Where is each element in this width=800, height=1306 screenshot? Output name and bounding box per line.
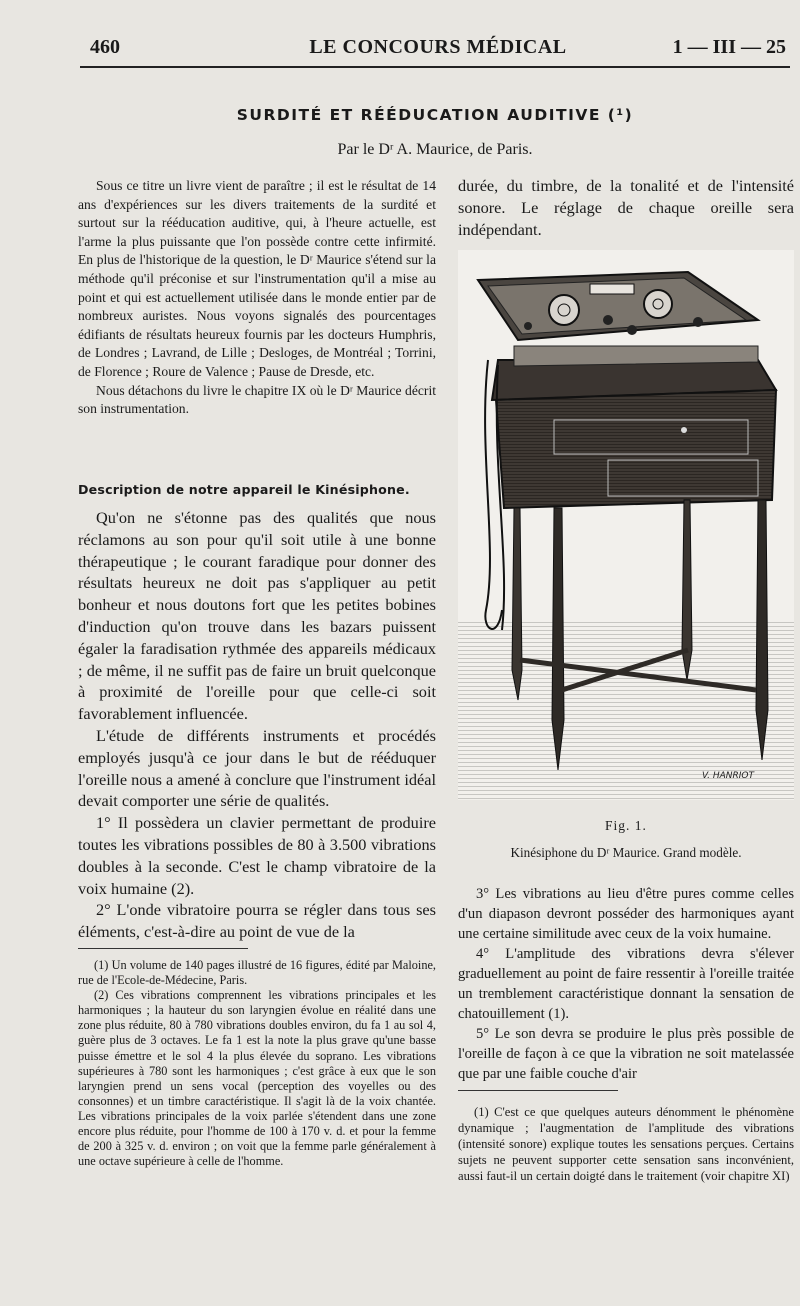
article-title: SURDITÉ ET RÉÉDUCATION AUDITIVE (¹) (236, 106, 634, 124)
cabinet-body (496, 390, 776, 508)
body-paragraph: L'étude de différents instruments et procédés employés jusqu'à ce jour dans le but de rééduquer l'oreille nous a amené à conclure que l'instrument idéal devait comporter une série de qualités. (78, 725, 436, 811)
journal-title: LE CONCOURS MÉDICAL (309, 36, 567, 58)
body-paragraph: 3° Les vibrations au lieu d'être pures comme celles d'un diapason devront posséder des harmoniques ayant une certaine similitude avec ceux de la voix humaine. (458, 886, 794, 942)
back-left-leg (512, 508, 522, 700)
footnote-rule (458, 1090, 618, 1091)
right-column-lower (458, 884, 794, 1084)
running-header (90, 30, 786, 64)
keyboard-row (514, 346, 758, 366)
front-left-leg (552, 508, 564, 770)
section-heading: Description de notre appareil le Kinésiphone. (78, 482, 410, 497)
kinesiphone-engraving (458, 250, 794, 800)
right-footnote (458, 1104, 794, 1184)
figure-label: Fig. 1. (605, 818, 647, 833)
left-column-body (78, 507, 436, 943)
footnote: (2) Ces vibrations comprennent les vibrations principales et les harmoniques ; la hauteur du son laryngien évolue en réalité dans une zone plus réduite, 80 à 780 vibrations doubles environ, du fa 1 au sol 4, guère plus de 3 octaves. Le fa 1 est la note la plus grave qu'une basse puisse émettre et le sol 4 la plus élevée du soprano. Les vibrations supérieures à 780 sont les harmoniques ; c'est grâce à eux que le son laryngien prend un sens vocal (perception des voyelles ou des consonnes) et un timbre caractéristique. Il s'agit là de la voix chantée. Les vibrations principales de la voix parlée s'étendent dans une zone encore plus réduite, pour l'homme de 100 à 170 v. d. et pour la femme de 200 à 325 v. d. environ ; on voit que la femme parle généralement à une octave supérieure à celle de l'homme. (78, 988, 436, 1169)
dial-gauge-icon (549, 295, 579, 325)
intro-paragraph: Nous détachons du livre le chapitre IX où le Dʳ Maurice décrit son instrumentation. (78, 382, 436, 417)
body-paragraph: 4° L'amplitude des vibrations devra s'élever graduellement au point de faire ressentir à l'oreille traitée un tremblement caractéristique donnant la sensation de chatouillement (1). (458, 946, 794, 1022)
knob-icon (524, 322, 532, 330)
intro-paragraph: Sous ce titre un livre vient de paraître ; il est le résultat de 14 ans d'expériences sur les divers traitements de la surdité et surtout sur la rééducation auditive, qui, à l'heure actuelle, est l'arme la plus puissante que l'on possède contre cette infirmité. En plus de l'historique de la question, le Dʳ Maurice s'étend sur la méthode qu'il préconise et sur l'instrumentation qu'il a mise au point et qui est actuellement utilisée dans le monde entier par de nombreux auristes. Nous voyons signalés des pourcentages édifiants de résultats heureux fournis par les docteurs Humphris, de Londres ; Lavrand, de Lille ; Desloges, de Montréal ; Torrini, de Florence ; Roure de Valence ; Pause de Dresde, etc. (78, 178, 436, 379)
body-paragraph: 2° L'onde vibratoire pourra se régler dans tous ses éléments, c'est-à-dire au point de vue de la (78, 900, 436, 942)
name-plate (590, 284, 634, 294)
engraver-signature: V. HANRIOT (702, 771, 754, 781)
keyhole-icon (681, 427, 687, 433)
left-footnotes (78, 958, 436, 1169)
left-column-intro (78, 177, 436, 419)
footnote: (1) Un volume de 140 pages illustré de 16 figures, édité par Maloine, rue de l'Ecole-de-Médecine, Paris. (78, 958, 436, 988)
continued-paragraph: durée, du timbre, de la tonalité et de l'intensité sonore. Le réglage de chaque oreille sera indépendant. (458, 176, 794, 239)
right-column-top (458, 175, 794, 240)
figure-caption: Kinésiphone du Dʳ Maurice. Grand modèle. (510, 845, 742, 860)
issue-date: 1 — III — 25 (672, 36, 786, 58)
knob-icon (627, 325, 637, 335)
dial-gauge-icon (644, 290, 672, 318)
knob-icon (693, 317, 703, 327)
kinesiphone-figure (458, 250, 794, 800)
footnote-rule (78, 948, 248, 949)
body-paragraph: 1° Il possèdera un clavier permettant de produire toutes les vibrations possibles de 80 à 3.500 vibrations doubles à la seconde. C'est le champ vibratoire de la voix humaine (2). (78, 813, 436, 898)
footnote: (1) C'est ce que quelques auteurs dénomment le phénomène dynamique ; l'augmentation de l'amplitude des vibrations (intensité sonore) explique toutes les sensations perçues. Certains sujets ne peuvent supporter cette sensation sans inconvénient, aussi faut-il un certain doigté dans le traitement (voir chapitre XI) (458, 1105, 794, 1183)
body-paragraph: Qu'on ne s'étonne pas des qualités que nous réclamons au son pour qu'il soit utile à une bonne thérapeutique ; le courant faradique pour donner des résultats heureux ne doit pas s'appliquer au petit bonheur et nous doutons fort que les petites bobines d'induction qu'on trouve dans les bazars puissent égaler la faradisation rythmée des appareils médicaux ; de même, il ne suffit pas de faire un bruit quelconque à proximité de l'oreille pour que celle-ci soit favorablement influencée. (78, 508, 436, 724)
knob-icon (603, 315, 613, 325)
article-byline: Par le Dʳ A. Maurice, de Paris. (337, 141, 533, 158)
section-heading-block (78, 482, 436, 497)
front-right-leg (756, 500, 768, 760)
page-number: 460 (90, 36, 120, 58)
header-rule (80, 66, 790, 68)
body-paragraph: 5° Le son devra se produire le plus près possible de l'oreille de façon à ce que la vibration ne soit matelassée que par une faible couche d'air (458, 1026, 794, 1082)
